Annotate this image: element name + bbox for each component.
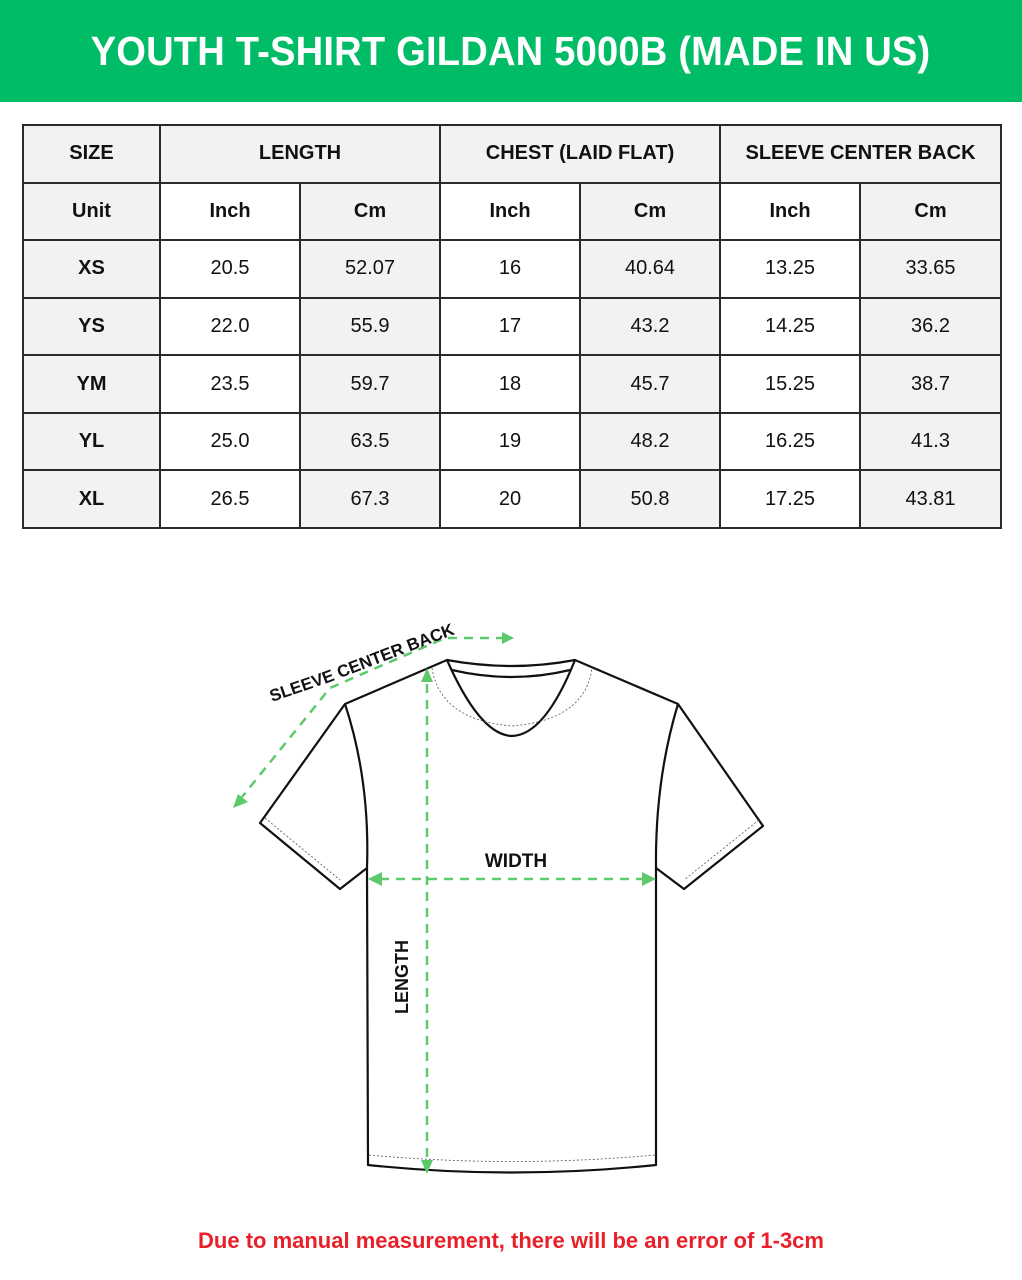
unit-cm: Cm	[300, 183, 440, 241]
measurement-arrows	[242, 638, 643, 1162]
sleeve-cm-cell: 38.7	[860, 355, 1001, 413]
sleeve-cm-cell: 36.2	[860, 298, 1001, 356]
chest-inch-cell: 18	[440, 355, 580, 413]
chest-cm-cell: 40.64	[580, 240, 720, 298]
size-cell: YS	[23, 298, 160, 356]
length-cm-cell: 67.3	[300, 470, 440, 528]
title-banner	[0, 0, 1022, 102]
table-row	[23, 298, 1001, 356]
chest-inch-cell: 17	[440, 298, 580, 356]
length-inch-cell: 20.5	[160, 240, 300, 298]
arrow-right-icon	[502, 632, 514, 644]
sleeve-inch-cell: 16.25	[720, 413, 860, 471]
length-cm-cell: 52.07	[300, 240, 440, 298]
arrow-left-icon	[368, 872, 382, 886]
sleeve-cm-cell: 43.81	[860, 470, 1001, 528]
sleeve-inch-cell: 17.25	[720, 470, 860, 528]
chest-inch-cell: 19	[440, 413, 580, 471]
chest-cm-cell: 45.7	[580, 355, 720, 413]
arrow-right-icon	[642, 872, 656, 886]
size-cell: XL	[23, 470, 160, 528]
page-title: YOUTH T-SHIRT GILDAN 5000B (MADE IN US)	[91, 27, 931, 74]
length-cm-cell: 55.9	[300, 298, 440, 356]
length-label: LENGTH	[392, 940, 412, 1014]
chest-inch-cell: 16	[440, 240, 580, 298]
length-cm-cell: 59.7	[300, 355, 440, 413]
unit-cm: Cm	[860, 183, 1001, 241]
sleeve-cm-cell: 33.65	[860, 240, 1001, 298]
unit-row	[23, 183, 1001, 241]
sleeve-inch-cell: 13.25	[720, 240, 860, 298]
table-row	[23, 240, 1001, 298]
length-cm-cell: 63.5	[300, 413, 440, 471]
chest-cm-cell: 50.8	[580, 470, 720, 528]
header-chest: CHEST (LAID FLAT)	[440, 125, 720, 183]
header-length: LENGTH	[160, 125, 440, 183]
unit-inch: Inch	[440, 183, 580, 241]
width-label: WIDTH	[484, 851, 548, 872]
tshirt-outline-icon	[260, 660, 763, 1173]
chest-inch-cell: 20	[440, 470, 580, 528]
table-row	[23, 470, 1001, 528]
header-size: SIZE	[23, 125, 160, 183]
arrow-down-left-icon	[233, 794, 248, 808]
sleeve-center-back-label: SLEEVE CENTER BACK	[267, 619, 457, 706]
header-sleeve: SLEEVE CENTER BACK	[720, 125, 1001, 183]
tshirt-measurement-diagram	[0, 560, 1022, 1210]
size-cell: YL	[23, 413, 160, 471]
unit-cm: Cm	[580, 183, 720, 241]
size-cell: XS	[23, 240, 160, 298]
unit-inch: Inch	[160, 183, 300, 241]
chest-cm-cell: 43.2	[580, 298, 720, 356]
length-inch-cell: 22.0	[160, 298, 300, 356]
header-row	[23, 125, 1001, 183]
size-cell: YM	[23, 355, 160, 413]
sleeve-inch-cell: 15.25	[720, 355, 860, 413]
table-row	[23, 413, 1001, 471]
sleeve-cm-cell: 41.3	[860, 413, 1001, 471]
arrow-down-icon	[421, 1160, 433, 1174]
length-inch-cell: 26.5	[160, 470, 300, 528]
chest-cm-cell: 48.2	[580, 413, 720, 471]
unit-label: Unit	[23, 183, 160, 241]
unit-inch: Inch	[720, 183, 860, 241]
length-inch-cell: 23.5	[160, 355, 300, 413]
measurement-disclaimer: Due to manual measurement, there will be an error of 1-3cm	[198, 1228, 824, 1253]
length-inch-cell: 25.0	[160, 413, 300, 471]
table-row	[23, 355, 1001, 413]
sleeve-inch-cell: 14.25	[720, 298, 860, 356]
size-chart-table	[22, 124, 1002, 529]
